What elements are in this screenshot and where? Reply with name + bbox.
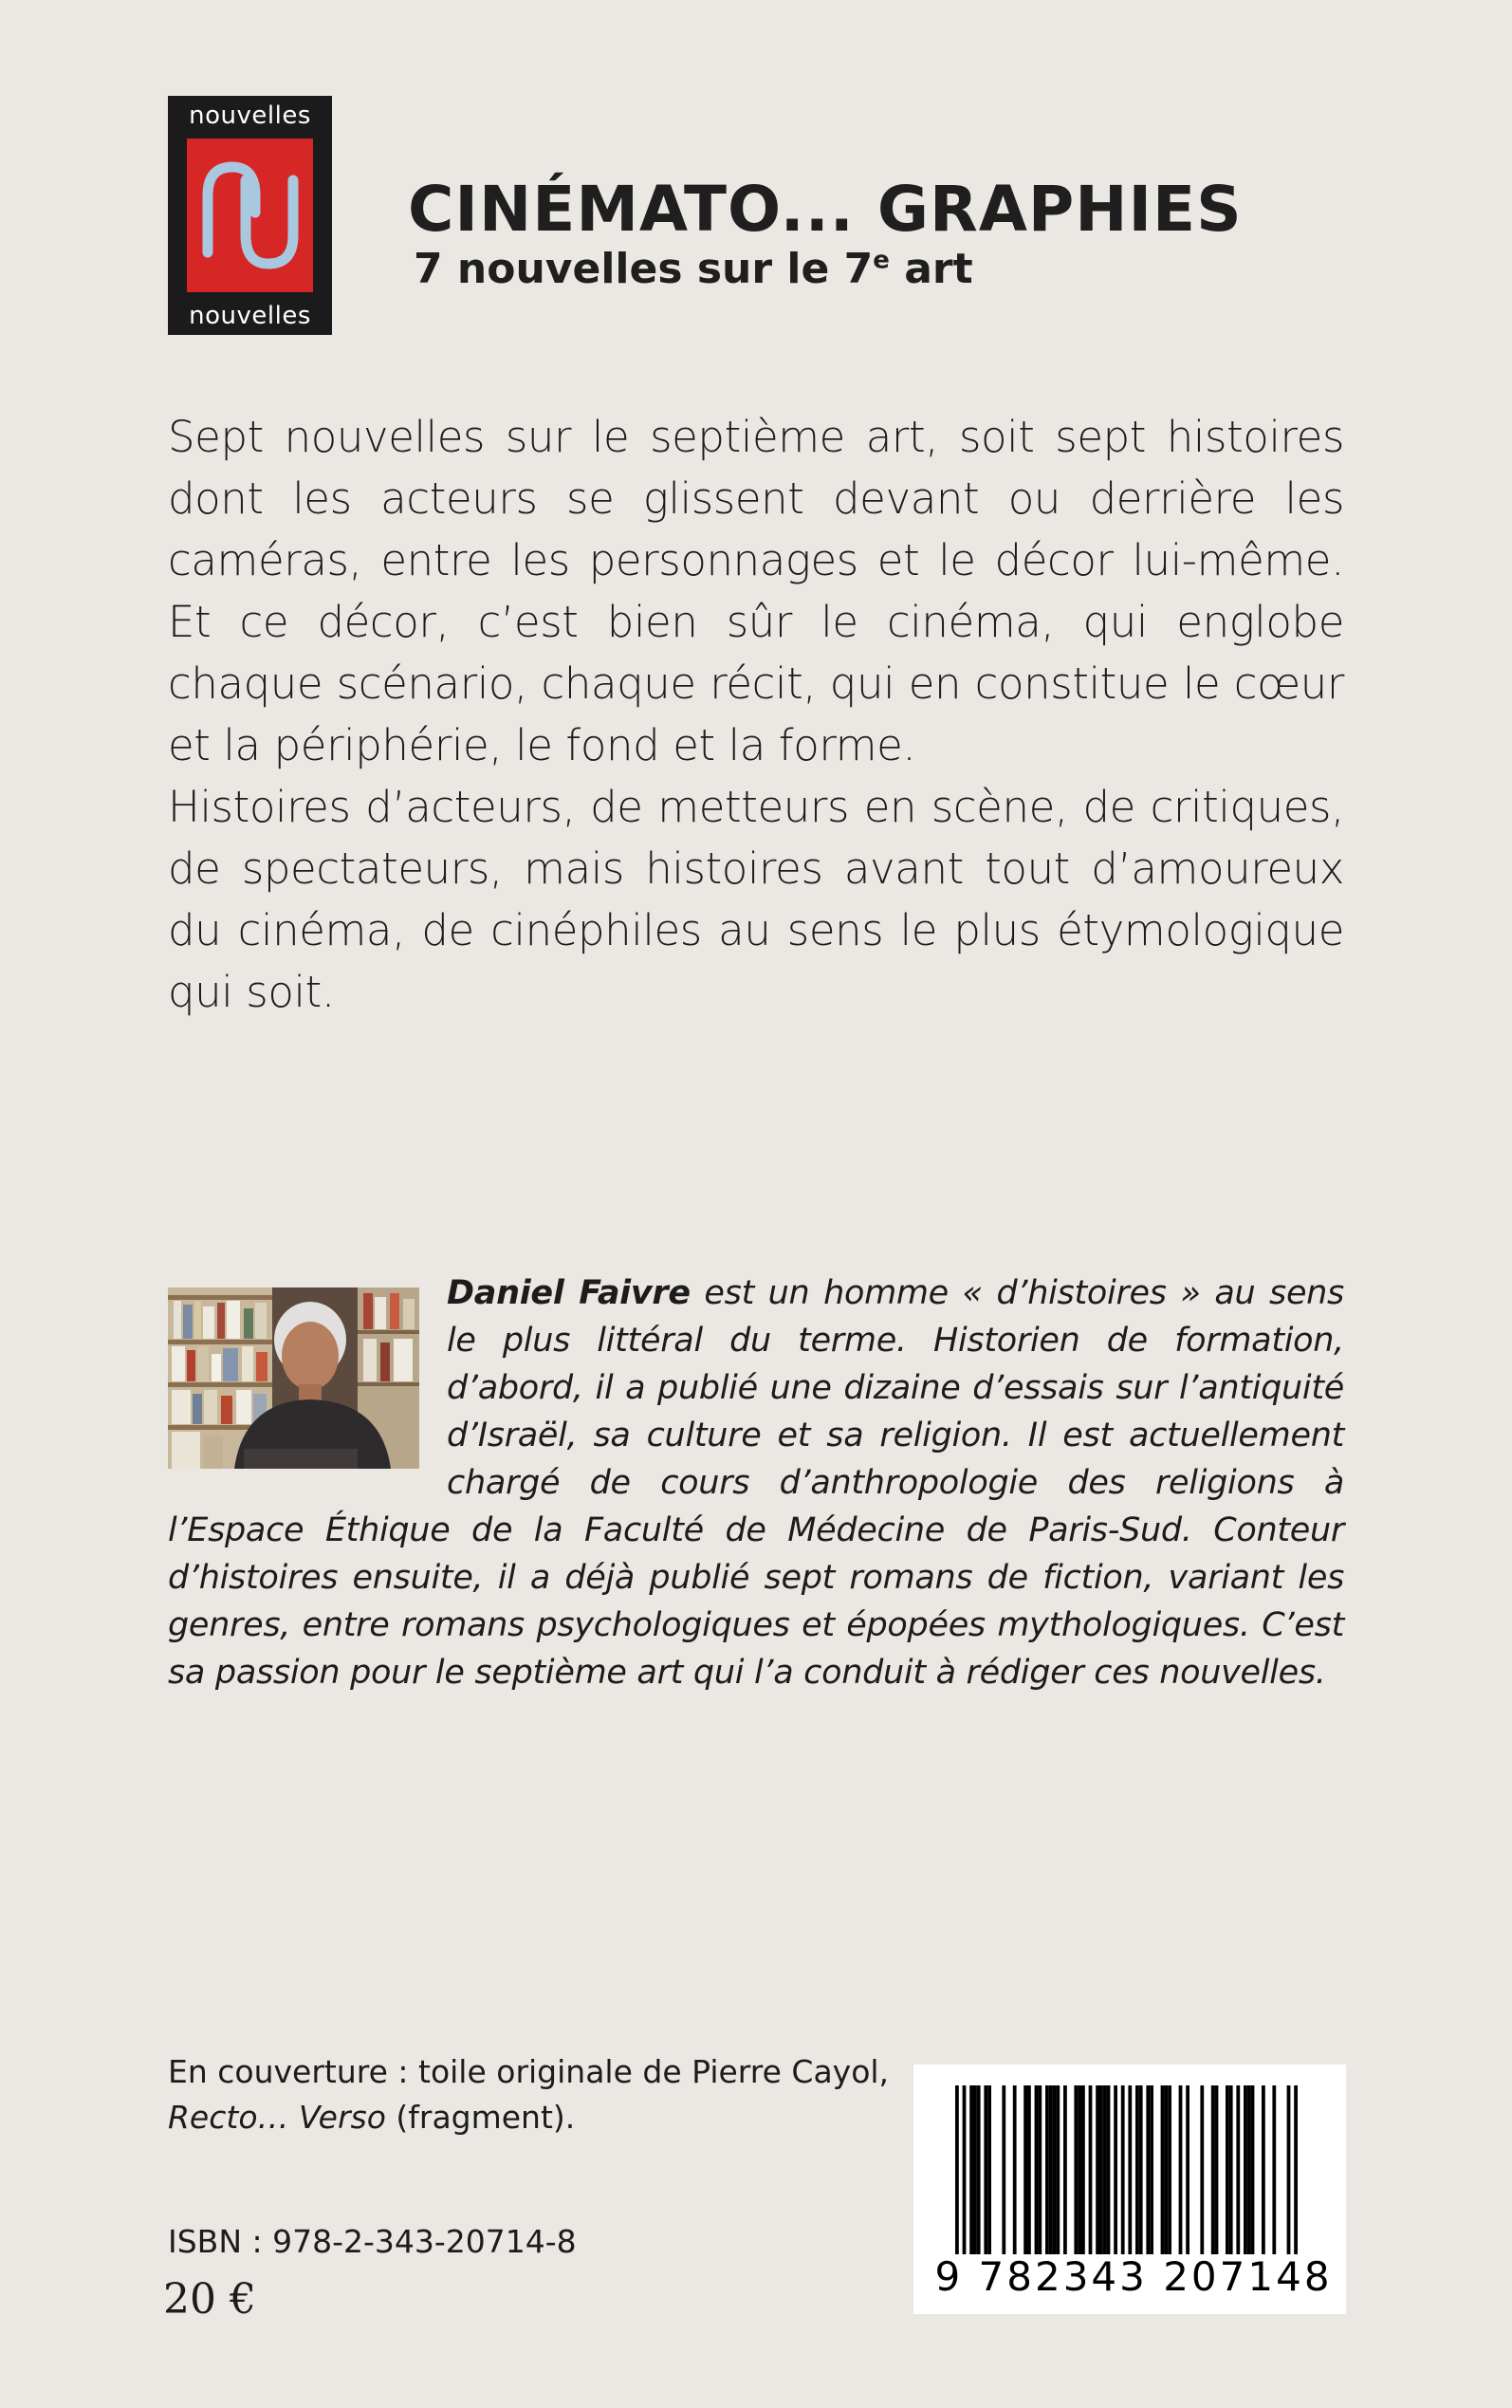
barcode-bar [1096,2085,1099,2254]
barcode-bar [1251,2085,1255,2254]
barcode-bar [1226,2085,1229,2254]
blurb-paragraph-1: Sept nouvelles sur le septième art, soit sept histoires dont les acteurs se glissent devant ou derrière les caméras, entre les personnages et le décor lui-même. Et ce décor, c’est bien sûr le cinéma, qui englobe chaque scénario, chaque récit, qui en constitue le cœur et la périphérie, le fond et la forme. [168,412,1344,770]
barcode-bar [1150,2085,1153,2254]
blurb-paragraph-2: Histoires d’acteurs, de metteurs en scène, de critiques, de spectateurs, mais histoires avant tout d’amoureux du cinéma, de cinéphiles au sens le plus étymologique qui soit. [168,782,1344,1017]
nu-monogram-icon [187,139,313,292]
barcode-bar [1164,2085,1168,2254]
barcode-bar [1027,2085,1031,2254]
barcode-bar [1049,2085,1053,2254]
barcode-bar [1139,2085,1143,2254]
barcode-bar [1287,2085,1291,2273]
barcode-bar [1045,2085,1049,2254]
barcode-bar [1023,2085,1027,2254]
barcode-bar [977,2085,981,2254]
book-title: CINÉMATO... GRAPHIES [408,173,1243,246]
logo-mark [187,139,313,292]
barcode-bar [1056,2085,1060,2254]
barcode-bar [969,2085,973,2254]
logo-word-top: nouvelles [189,102,311,130]
barcode-bar [1038,2085,1042,2254]
barcode-bar [1002,2085,1005,2254]
author-photo [168,1287,419,1469]
barcode-bar [1211,2085,1215,2254]
author-bio-text: est un homme « d’histoires » au sens le plus littéral du terme. Historien de formation, d’abord, il a publié une dizaine d’essais sur l’antiquité d’Israël, sa culture et sa religion. Il est actuellement chargé de cours d’anthropologie des religions à l’Espace Éthique de la Faculté de Médecine de Paris-Sud. Conteur d’histoires ensuite, il a déjà publié sept romans de fiction, variant les genres, entre romans psychologiques et épopées mythologiques. C’est sa passion pour le septième art qui l’a conduit à rédiger ces nouvelles. [168,1274,1344,1692]
barcode-bar [1179,2085,1183,2254]
barcode-bar [1103,2085,1107,2254]
barcode-bar [984,2085,987,2254]
barcode-bar [987,2085,991,2254]
barcode-bar [1081,2085,1085,2254]
barcode-bar [1035,2085,1039,2254]
barcode-bar [1074,2085,1078,2254]
barcode-bar [1186,2085,1189,2254]
barcode-bar [1215,2085,1219,2254]
isbn: ISBN : 978-2-343-20714-8 [168,2223,577,2260]
barcode-bar [1135,2085,1139,2254]
barcode-bar [1244,2085,1247,2254]
barcode-bar [1161,2085,1165,2254]
barcode-bar [963,2085,967,2273]
author-name: Daniel Faivre [447,1274,691,1312]
barcode-bar [1236,2085,1240,2254]
barcode-bar [1078,2085,1081,2254]
barcode-bar [1146,2085,1150,2254]
barcode-bar [1053,2085,1057,2254]
barcode-bar [1272,2085,1276,2254]
barcode-bar [1063,2085,1067,2254]
book-blurb [168,406,1344,1023]
barcode-bar [1294,2085,1298,2273]
book-subtitle: 7 nouvelles sur le 7e art [414,245,973,293]
price: 20 € [163,2275,256,2324]
barcode-bar [1200,2085,1204,2254]
barcode-bar [955,2085,959,2273]
barcode-bar [1262,2085,1265,2254]
barcode-bar [1128,2085,1132,2273]
cover-credit [168,2049,889,2140]
credit-line-1: En couverture : toile originale de Pierre Cayol, [168,2053,890,2090]
barcode-bar [1107,2085,1111,2254]
barcode-number: 9 782343 207148 [934,2253,1333,2300]
barcode-bar [1089,2085,1093,2254]
logo-word-bottom: nouvelles [189,302,311,330]
barcode-bar [1121,2085,1125,2273]
barcode-bar [1168,2085,1171,2254]
barcode-bar [1229,2085,1233,2254]
barcode-bar [1114,2085,1117,2254]
publisher-logo [168,96,332,335]
credit-line-2: Recto… Verso (fragment). [168,2099,576,2136]
barcode-bar [1099,2085,1103,2254]
barcode [913,2065,1346,2314]
barcode-bar [1013,2085,1017,2254]
barcode-bar [1247,2085,1251,2254]
barcode-bar [973,2085,977,2254]
